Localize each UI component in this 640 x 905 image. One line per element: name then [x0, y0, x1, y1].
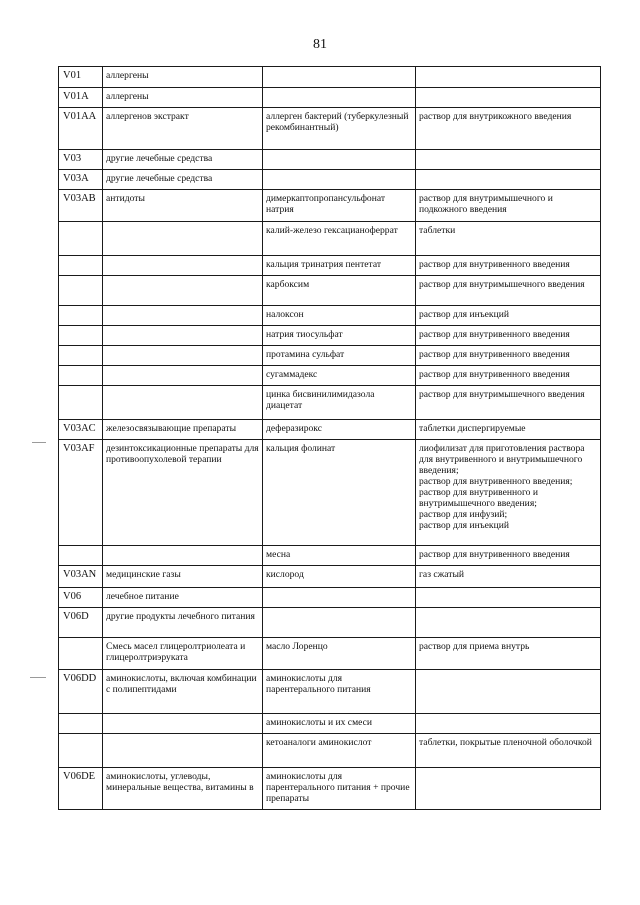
table-row	[59, 346, 601, 366]
medication-table	[58, 66, 601, 810]
dosage-form-cell: лиофилизат для приготовления раствора для внутривенного и внутримышечного введения; раствор для внутривенного введения; раствор для внутривенного и внутримышечного введения; раствор для инфузий; раствор для инъекций	[416, 440, 601, 546]
drug-name-cell: аллерген бактерий (туберкулезный рекомбинантный)	[263, 108, 416, 150]
group-name-cell: антидоты	[103, 190, 263, 222]
table-row	[59, 608, 601, 638]
atc-code-cell: V03AC	[59, 420, 103, 440]
table-row	[59, 326, 601, 346]
drug-name-cell: протамина сульфат	[263, 346, 416, 366]
group-name-cell	[103, 326, 263, 346]
drug-name-cell	[263, 88, 416, 108]
drug-name-cell: натрия тиосульфат	[263, 326, 416, 346]
atc-code-cell: V01AA	[59, 108, 103, 150]
drug-name-cell: кальция фолинат	[263, 440, 416, 546]
drug-name-cell: димеркаптопропансульфонат натрия	[263, 190, 416, 222]
dosage-form-cell: таблетки, покрытые пленочной оболочкой	[416, 734, 601, 768]
dosage-form-cell	[416, 670, 601, 714]
table-row	[59, 190, 601, 222]
atc-code-cell: V03AF	[59, 440, 103, 546]
atc-code-cell	[59, 326, 103, 346]
table-row	[59, 256, 601, 276]
atc-code-cell	[59, 734, 103, 768]
group-name-cell: аминокислоты, углеводы, минеральные вещества, витамины в	[103, 768, 263, 810]
atc-code-cell: V06DE	[59, 768, 103, 810]
group-name-cell: Смесь масел глицеролтриолеата и глицеролтриэруката	[103, 638, 263, 670]
group-name-cell: другие продукты лечебного питания	[103, 608, 263, 638]
dosage-form-cell: раствор для инъекций	[416, 306, 601, 326]
table-row	[59, 366, 601, 386]
table-row	[59, 768, 601, 810]
atc-code-cell	[59, 386, 103, 420]
drug-name-cell: аминокислоты и их смеси	[263, 714, 416, 734]
drug-name-cell: аминокислоты для парентерального питания + прочие препараты	[263, 768, 416, 810]
table-row	[59, 276, 601, 306]
table-row	[59, 150, 601, 170]
table-body	[59, 67, 601, 810]
dosage-form-cell	[416, 714, 601, 734]
drug-name-cell: масло Лоренцо	[263, 638, 416, 670]
dosage-form-cell: таблетки диспергируемые	[416, 420, 601, 440]
drug-name-cell: налоксон	[263, 306, 416, 326]
dosage-form-cell: раствор для внутримышечного и подкожного введения	[416, 190, 601, 222]
atc-code-cell	[59, 638, 103, 670]
dosage-form-cell: раствор для внутривенного введения	[416, 256, 601, 276]
group-name-cell: другие лечебные средства	[103, 170, 263, 190]
margin-mark	[30, 677, 46, 678]
drug-name-cell: кислород	[263, 566, 416, 588]
dosage-form-cell	[416, 170, 601, 190]
table-row	[59, 734, 601, 768]
drug-name-cell	[263, 608, 416, 638]
table-row	[59, 588, 601, 608]
table-row	[59, 108, 601, 150]
table-row	[59, 714, 601, 734]
atc-code-cell	[59, 546, 103, 566]
drug-name-cell	[263, 588, 416, 608]
group-name-cell	[103, 222, 263, 256]
table-row	[59, 306, 601, 326]
atc-code-cell	[59, 366, 103, 386]
group-name-cell: лечебное питание	[103, 588, 263, 608]
atc-code-cell: V06	[59, 588, 103, 608]
table-row	[59, 222, 601, 256]
dosage-form-cell: раствор для внутривенного введения	[416, 366, 601, 386]
page-number: 81	[313, 37, 327, 52]
table-row	[59, 566, 601, 588]
drug-name-cell: сугаммадекс	[263, 366, 416, 386]
drug-name-cell: месна	[263, 546, 416, 566]
drug-name-cell	[263, 150, 416, 170]
group-name-cell: железосвязывающие препараты	[103, 420, 263, 440]
group-name-cell	[103, 366, 263, 386]
atc-code-cell	[59, 346, 103, 366]
atc-code-cell	[59, 714, 103, 734]
dosage-form-cell	[416, 608, 601, 638]
group-name-cell: медицинские газы	[103, 566, 263, 588]
dosage-form-cell: раствор для внутривенного введения	[416, 326, 601, 346]
atc-code-cell: V03A	[59, 170, 103, 190]
dosage-form-cell	[416, 768, 601, 810]
drug-name-cell: аминокислоты для парентерального питания	[263, 670, 416, 714]
dosage-form-cell: газ сжатый	[416, 566, 601, 588]
table-row	[59, 670, 601, 714]
table-row	[59, 546, 601, 566]
group-name-cell	[103, 734, 263, 768]
atc-code-cell: V06DD	[59, 670, 103, 714]
group-name-cell: дезинтоксикационные препараты для противоопухолевой терапии	[103, 440, 263, 546]
atc-code-cell: V06D	[59, 608, 103, 638]
group-name-cell	[103, 276, 263, 306]
table-row	[59, 386, 601, 420]
atc-code-cell: V03AB	[59, 190, 103, 222]
table-row	[59, 88, 601, 108]
table-row	[59, 420, 601, 440]
dosage-form-cell: раствор для приема внутрь	[416, 638, 601, 670]
group-name-cell	[103, 386, 263, 420]
group-name-cell: аллергены	[103, 88, 263, 108]
dosage-form-cell: раствор для внутривенного введения	[416, 546, 601, 566]
group-name-cell: аллергенов экстракт	[103, 108, 263, 150]
group-name-cell	[103, 256, 263, 276]
dosage-form-cell	[416, 588, 601, 608]
dosage-form-cell	[416, 67, 601, 88]
dosage-form-cell: раствор для внутрикожного введения	[416, 108, 601, 150]
atc-code-cell	[59, 276, 103, 306]
group-name-cell	[103, 546, 263, 566]
table-row	[59, 67, 601, 88]
dosage-form-cell: раствор для внутримышечного введения	[416, 386, 601, 420]
atc-code-cell: V03	[59, 150, 103, 170]
table-row	[59, 170, 601, 190]
drug-name-cell: кальция тринатрия пентетат	[263, 256, 416, 276]
atc-code-cell: V01	[59, 67, 103, 88]
group-name-cell: аминокислоты, включая комбинации с полипептидами	[103, 670, 263, 714]
group-name-cell	[103, 714, 263, 734]
drug-name-cell	[263, 170, 416, 190]
group-name-cell	[103, 346, 263, 366]
drug-name-cell: карбоксим	[263, 276, 416, 306]
group-name-cell: аллергены	[103, 67, 263, 88]
drug-name-cell: деферазирокс	[263, 420, 416, 440]
atc-code-cell: V03AN	[59, 566, 103, 588]
table-row	[59, 638, 601, 670]
dosage-form-cell: раствор для внутривенного введения	[416, 346, 601, 366]
dosage-form-cell: раствор для внутримышечного введения	[416, 276, 601, 306]
drug-name-cell: цинка бисвинилимидазола диацетат	[263, 386, 416, 420]
margin-mark	[32, 442, 46, 443]
drug-name-cell: калий-железо гексацианоферрат	[263, 222, 416, 256]
atc-code-cell	[59, 222, 103, 256]
dosage-form-cell: таблетки	[416, 222, 601, 256]
drug-name-cell	[263, 67, 416, 88]
drug-name-cell: кетоаналоги аминокислот	[263, 734, 416, 768]
atc-code-cell	[59, 306, 103, 326]
dosage-form-cell	[416, 88, 601, 108]
group-name-cell: другие лечебные средства	[103, 150, 263, 170]
group-name-cell	[103, 306, 263, 326]
dosage-form-cell	[416, 150, 601, 170]
table-row	[59, 440, 601, 546]
atc-code-cell: V01A	[59, 88, 103, 108]
atc-code-cell	[59, 256, 103, 276]
